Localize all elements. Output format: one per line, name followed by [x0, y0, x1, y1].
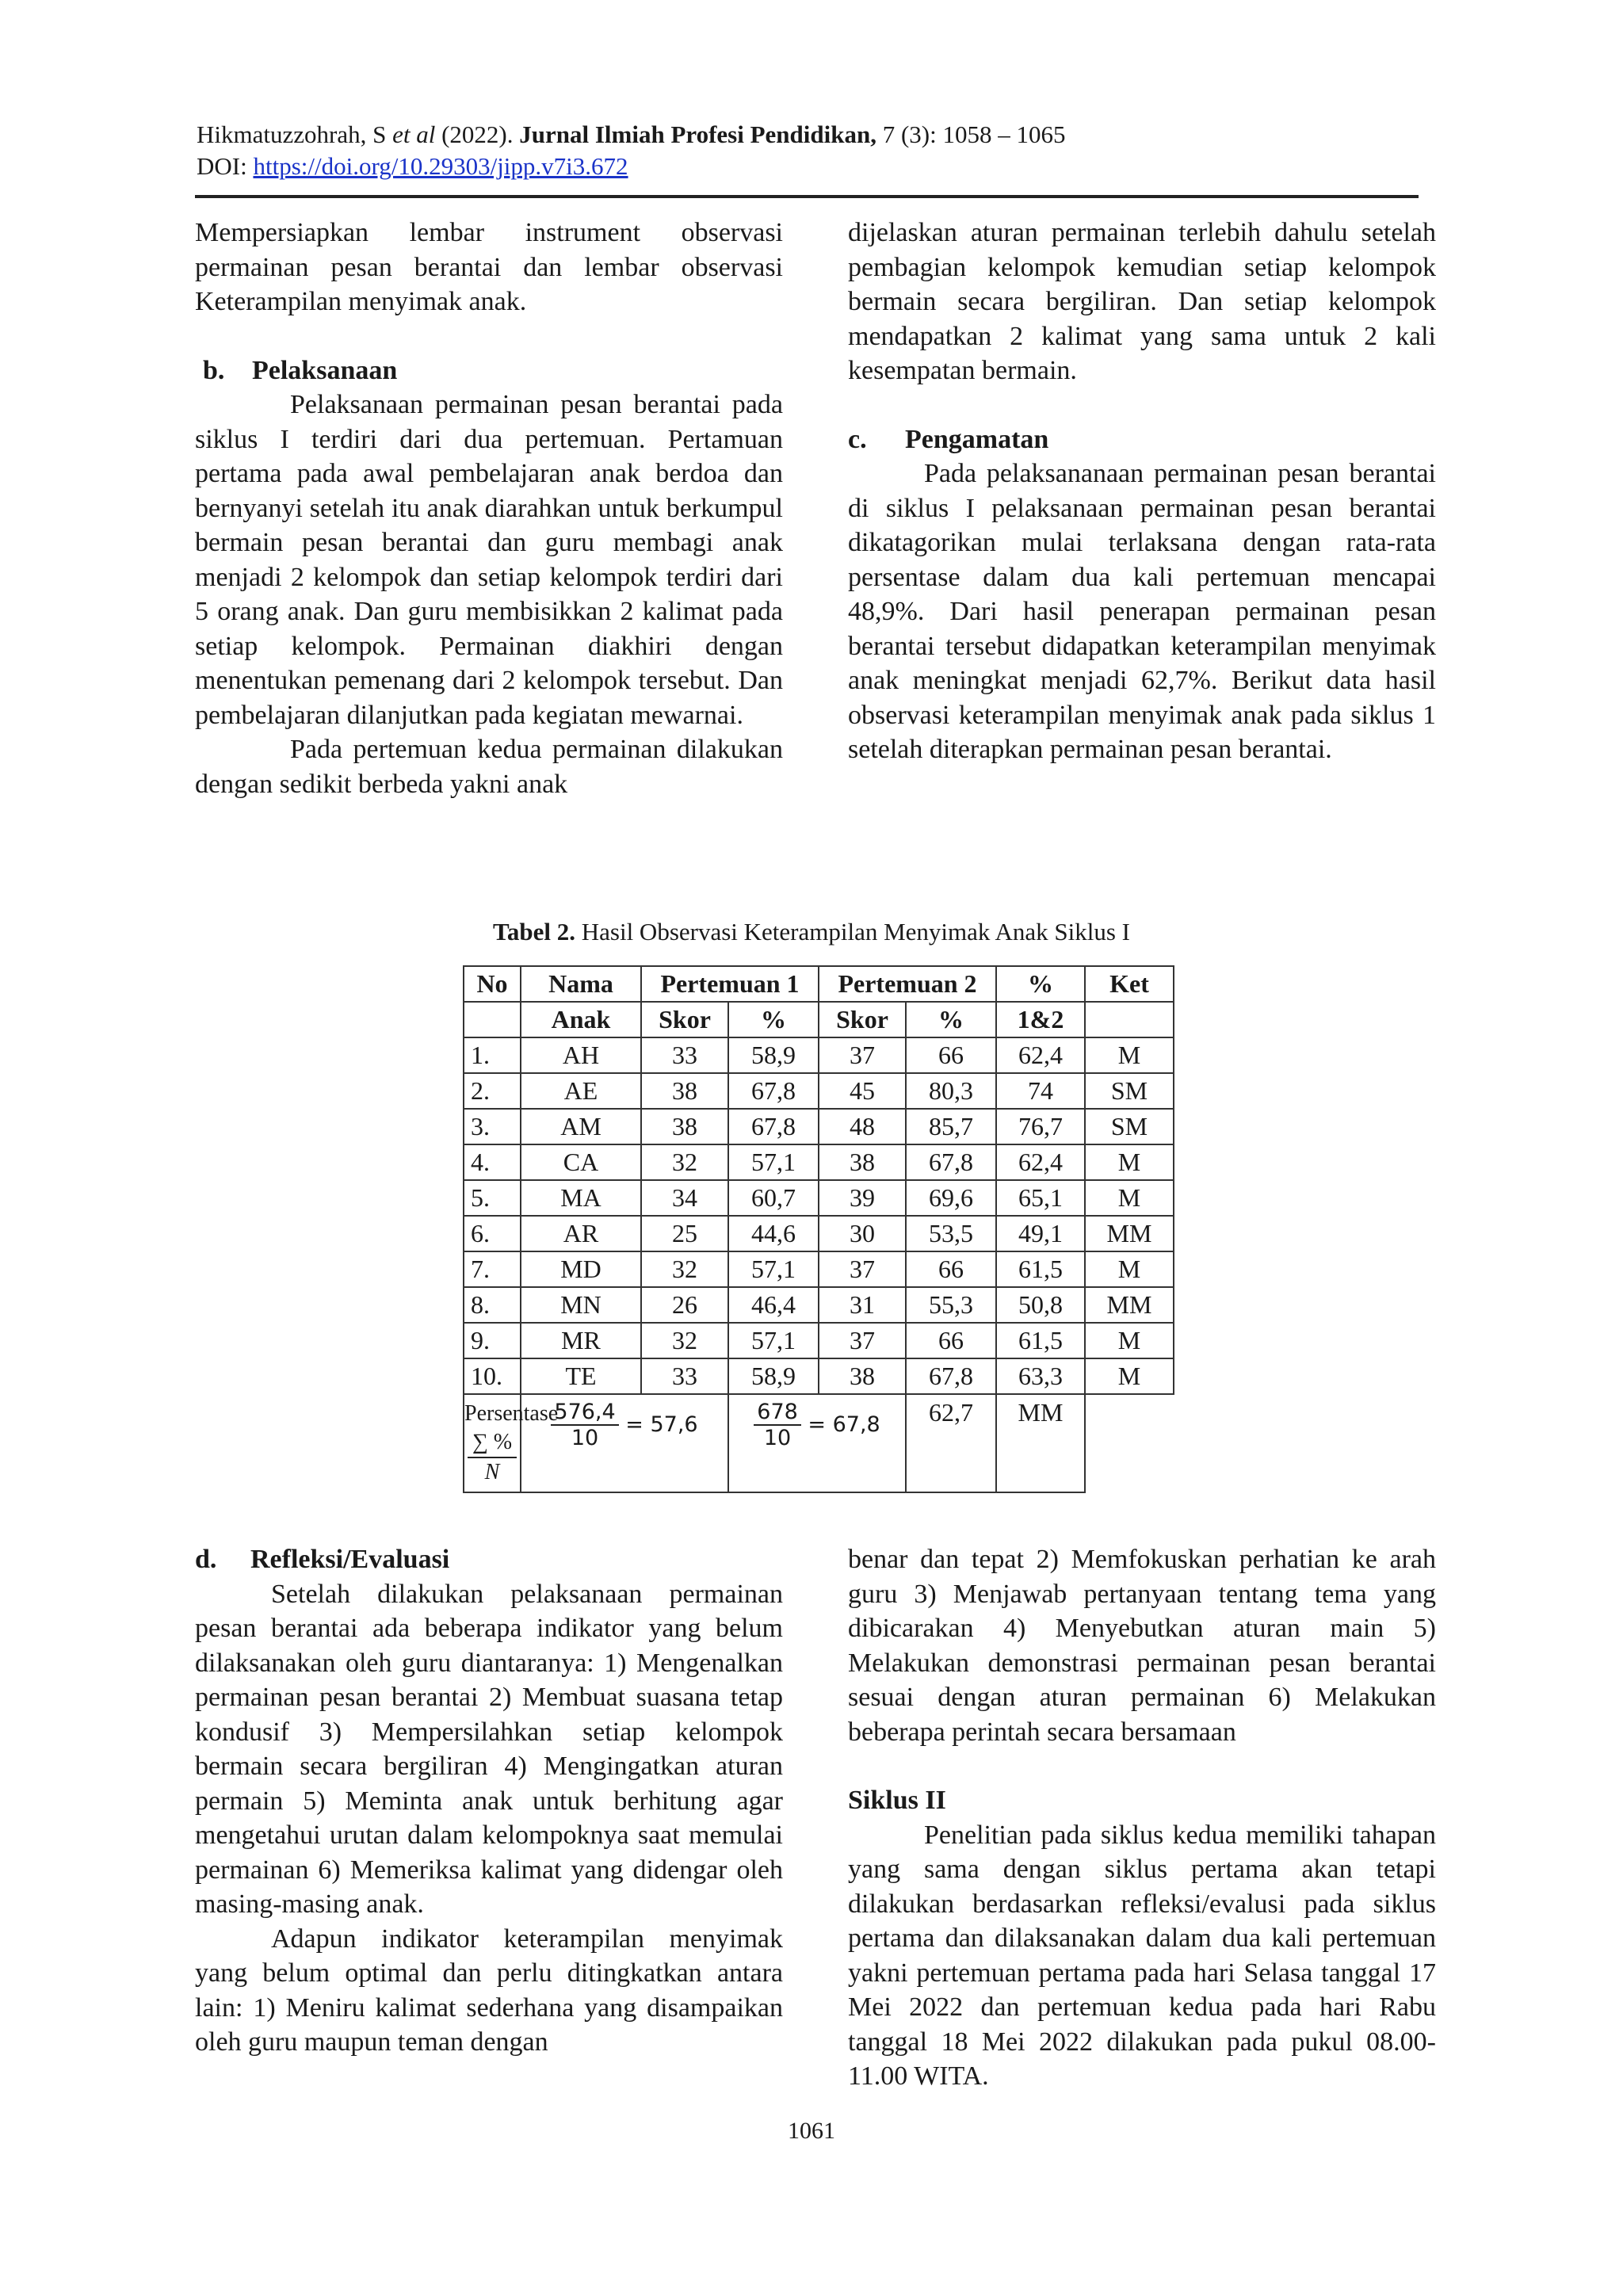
header-journal: Jurnal Ilmiah Profesi Pendidikan,: [519, 120, 876, 148]
table-cell: 1.: [464, 1037, 521, 1073]
table-cell: 2.: [464, 1073, 521, 1109]
table-cell: 66: [906, 1251, 996, 1287]
left-column-top: [195, 216, 783, 801]
persentase-p1-cell: $\frac{576,4}{10}$ = 57,6: [521, 1394, 728, 1492]
page-number: 1061: [788, 2118, 835, 2144]
table-cell: 61,5: [996, 1251, 1085, 1287]
table-row: [464, 1251, 1174, 1287]
table-cell: 66: [906, 1037, 996, 1073]
table-cell: 32: [641, 1144, 728, 1180]
th-pertemuan-1: Pertemuan 1: [641, 966, 819, 1002]
th-pct-12: 1&2: [996, 1002, 1085, 1037]
table-cell: SM: [1085, 1109, 1174, 1144]
table-cell: 58,9: [728, 1037, 819, 1073]
table-cell: 58,9: [728, 1358, 819, 1394]
table-cell: MM: [1085, 1216, 1174, 1251]
table-cell: 33: [641, 1358, 728, 1394]
table-cell: 67,8: [728, 1109, 819, 1144]
right-column-top: [848, 216, 1436, 767]
section-heading-d: d. Refleksi/Evaluasi: [195, 1545, 450, 1574]
table-cell: 25: [641, 1216, 728, 1251]
header-year: (2022).: [441, 120, 514, 148]
table-row: [464, 1073, 1174, 1109]
table-row: [464, 1216, 1174, 1251]
section-heading-siklus-2: Siklus II: [848, 1786, 946, 1815]
table-cell: MR: [521, 1323, 641, 1358]
table-caption: Tabel 2. Hasil Observasi Keterampilan Menyimak Anak Siklus I: [493, 918, 1130, 946]
table-cell: CA: [521, 1144, 641, 1180]
table-cell: SM: [1085, 1073, 1174, 1109]
table-cell: 69,6: [906, 1180, 996, 1216]
table-cell: 74: [996, 1073, 1085, 1109]
table-cell: 62,4: [996, 1037, 1085, 1073]
paragraph: Pelaksanaan permainan pesan berantai pada siklus I terdiri dari dua pertemuan. Pertamuan pertama pada awal pembelajaran anak berdoa dan bernyanyi setelah itu anak diarahkan untuk berkumpul bermain pesan berantai dan guru membagi anak menjadi 2 kelompok dan setiap kelompok terdiri dari 5 orang anak. Dan guru membisikkan 2 kalimat pada setiap kelompok. Permainan diakhiri dengan menentukan pemenang dari 2 kelompok tersebut. Dan pembelajaran dilanjutkan pada kegiatan mewarnai.: [195, 390, 783, 730]
table-cell: 57,1: [728, 1251, 819, 1287]
table-cell: 39: [819, 1180, 906, 1216]
table-cell: 57,1: [728, 1144, 819, 1180]
table-row: [464, 1109, 1174, 1144]
table-cell: AR: [521, 1216, 641, 1251]
paragraph: Mempersiapkan lembar instrument observasi permainan pesan berantai dan lembar observasi Keterampilan menyimak anak.: [195, 218, 783, 316]
th-no: No: [464, 966, 521, 1002]
table-cell: M: [1085, 1323, 1174, 1358]
doi-line: [197, 151, 1065, 182]
th-nama: Nama: [521, 966, 641, 1002]
table-cell: 32: [641, 1323, 728, 1358]
doi-link[interactable]: https://doi.org/10.29303/jipp.v7i3.672: [253, 152, 628, 180]
table-cell: M: [1085, 1037, 1174, 1073]
table-cell: AH: [521, 1037, 641, 1073]
th-pct-2: %: [906, 1002, 996, 1037]
table-cell: 65,1: [996, 1180, 1085, 1216]
table-cell: 10.: [464, 1358, 521, 1394]
table-cell: 9.: [464, 1323, 521, 1358]
table-cell: 53,5: [906, 1216, 996, 1251]
th-pertemuan-2: Pertemuan 2: [819, 966, 996, 1002]
table-row: [464, 1323, 1174, 1358]
th-skor-2: Skor: [819, 1002, 906, 1037]
table-cell: 67,8: [906, 1144, 996, 1180]
table-cell: 6.: [464, 1216, 521, 1251]
table-cell: 63,3: [996, 1358, 1085, 1394]
paragraph: Pada pelaksananaan permainan pesan berantai di siklus I pelaksanaan permainan pesan berantai dikatagorikan mulai terlaksana dengan rata-rata persentase dalam dua kali pertemuan mencapai 48,9%. Dari hasil penerapan permainan pesan berantai tersebut didapatkan keterampilan menyimak anak meningkat menjadi 62,7%. Berikut data hasil observasi keterampilan menyimak anak pada siklus 1 setelah diterapkan permainan pesan berantai.: [848, 459, 1436, 764]
paragraph: Setelah dilakukan pelaksanaan permainan pesan berantai ada beberapa indikator yang belum dilaksanakan oleh guru diantaranya: 1) Mengenalkan permainan pesan berantai 2) Membuat suasana tetap kondusif 3) Mempersilahkan setiap kelompok bermain secara bergiliran 4) Mengingatkan aturan permain 5) Meminta anak untuk berhitung agar mengetahui urutan dalam kelompoknya saat memulai permainan 6) Memeriksa kalimat yang didengar oleh masing-masing anak.: [195, 1579, 783, 1919]
table-cell: 55,3: [906, 1287, 996, 1323]
table-cell: 66: [906, 1323, 996, 1358]
left-column-bottom: [195, 1542, 783, 2060]
section-heading-b: b. Pelaksanaan: [203, 355, 398, 385]
table-cell: 46,4: [728, 1287, 819, 1323]
table-cell: 30: [819, 1216, 906, 1251]
table-cell: 48: [819, 1109, 906, 1144]
table-cell: 50,8: [996, 1287, 1085, 1323]
table-cell: TE: [521, 1358, 641, 1394]
table-cell: M: [1085, 1144, 1174, 1180]
observation-table: [463, 965, 1174, 1493]
header-authors: Hikmatuzzohrah, S: [197, 120, 387, 148]
table-row: [464, 1287, 1174, 1323]
th-skor-1: Skor: [641, 1002, 728, 1037]
table-row: [464, 1180, 1174, 1216]
table-row: [464, 1144, 1174, 1180]
paragraph: Pada pertemuan kedua permainan dilakukan dengan sedikit berbeda yakni anak: [195, 735, 783, 799]
table-cell: AM: [521, 1109, 641, 1144]
header-rule: [195, 195, 1419, 198]
doi-label: DOI:: [197, 152, 247, 180]
running-header: [197, 119, 1065, 182]
paragraph: dijelaskan aturan permainan terlebih dahulu setelah pembagian kelompok kemudian setiap kelompok bermain secara bergiliran. Dan setiap kelompok mendapatkan 2 kalimat yang sama untuk 2 kali kesempatan bermain.: [848, 218, 1436, 385]
table-cell: 37: [819, 1251, 906, 1287]
table-cell: 37: [819, 1323, 906, 1358]
table-row: [464, 1037, 1174, 1073]
th-anak: Anak: [521, 1002, 641, 1037]
header-volume: 7 (3): 1058 – 1065: [882, 120, 1066, 148]
table-cell: 34: [641, 1180, 728, 1216]
paragraph: Adapun indikator keterampilan menyimak yang belum optimal dan perlu ditingkatkan antara lain: 1) Meniru kalimat sederhana yang disampaikan oleh guru maupun teman dengan: [195, 1924, 783, 2057]
table-cell: 33: [641, 1037, 728, 1073]
table-cell: 3.: [464, 1109, 521, 1144]
th-pct-total: %: [996, 966, 1085, 1002]
table-cell: 85,7: [906, 1109, 996, 1144]
table-cell: 38: [819, 1144, 906, 1180]
table-row: [464, 1358, 1174, 1394]
table-cell: 8.: [464, 1287, 521, 1323]
persentase-total: 62,7: [906, 1394, 996, 1492]
table-cell: 38: [641, 1073, 728, 1109]
th-pct-1: %: [728, 1002, 819, 1037]
table-cell: MN: [521, 1287, 641, 1323]
table-cell: 32: [641, 1251, 728, 1287]
table-cell: M: [1085, 1251, 1174, 1287]
table-cell: M: [1085, 1180, 1174, 1216]
table-cell: AE: [521, 1073, 641, 1109]
table-cell: 7.: [464, 1251, 521, 1287]
citation-line: [197, 119, 1065, 151]
header-etal: et al: [392, 120, 436, 148]
table-cell: 62,4: [996, 1144, 1085, 1180]
table-cell: 4.: [464, 1144, 521, 1180]
table-cell: 61,5: [996, 1323, 1085, 1358]
table-cell: 67,8: [906, 1358, 996, 1394]
table-cell: MM: [1085, 1287, 1174, 1323]
table-cell: 38: [819, 1358, 906, 1394]
persentase-p2-cell: $\frac{678}{10}$ = 67,8: [728, 1394, 906, 1492]
persentase-ket: MM: [996, 1394, 1085, 1492]
table-cell: 57,1: [728, 1323, 819, 1358]
table-cell: 80,3: [906, 1073, 996, 1109]
table-cell: 76,7: [996, 1109, 1085, 1144]
table-cell: 67,8: [728, 1073, 819, 1109]
table-cell: MD: [521, 1251, 641, 1287]
table-cell: 26: [641, 1287, 728, 1323]
section-heading-c: c. Pengamatan: [848, 424, 1049, 454]
table-cell: 44,6: [728, 1216, 819, 1251]
paragraph: Penelitian pada siklus kedua memiliki tahapan yang sama dengan siklus pertama akan tetapi dilakukan berdasarkan refleksi/evalusi pada siklus pertama dan dilaksanakan dalam dua kali pertemuan yakni pertemuan pertama pada hari Selasa tanggal 17 Mei 2022 dan pertemuan kedua pada hari Rabu tanggal 18 Mei 2022 dilakukan pada pukul 08.00-11.00 WITA.: [848, 1820, 1436, 2091]
table-cell: 60,7: [728, 1180, 819, 1216]
table-cell: 38: [641, 1109, 728, 1144]
table-cell: M: [1085, 1358, 1174, 1394]
table-cell: 49,1: [996, 1216, 1085, 1251]
right-column-bottom: [848, 1542, 1436, 2094]
table-cell: 31: [819, 1287, 906, 1323]
th-ket: Ket: [1085, 966, 1174, 1002]
table-cell: MA: [521, 1180, 641, 1216]
table-cell: 5.: [464, 1180, 521, 1216]
table-cell: 37: [819, 1037, 906, 1073]
persentase-label-cell: Persentase ∑ % N: [464, 1394, 521, 1492]
table-cell: 45: [819, 1073, 906, 1109]
paragraph: benar dan tepat 2) Memfokuskan perhatian ke arah guru 3) Menjawab pertanyaan tentang tema yang dibicarakan 4) Menyebutkan aturan main 5) Melakukan demonstrasi permainan pesan berantai sesuai dengan aturan permainan 6) Melakukan beberapa perintah secara bersamaan: [848, 1545, 1436, 1747]
